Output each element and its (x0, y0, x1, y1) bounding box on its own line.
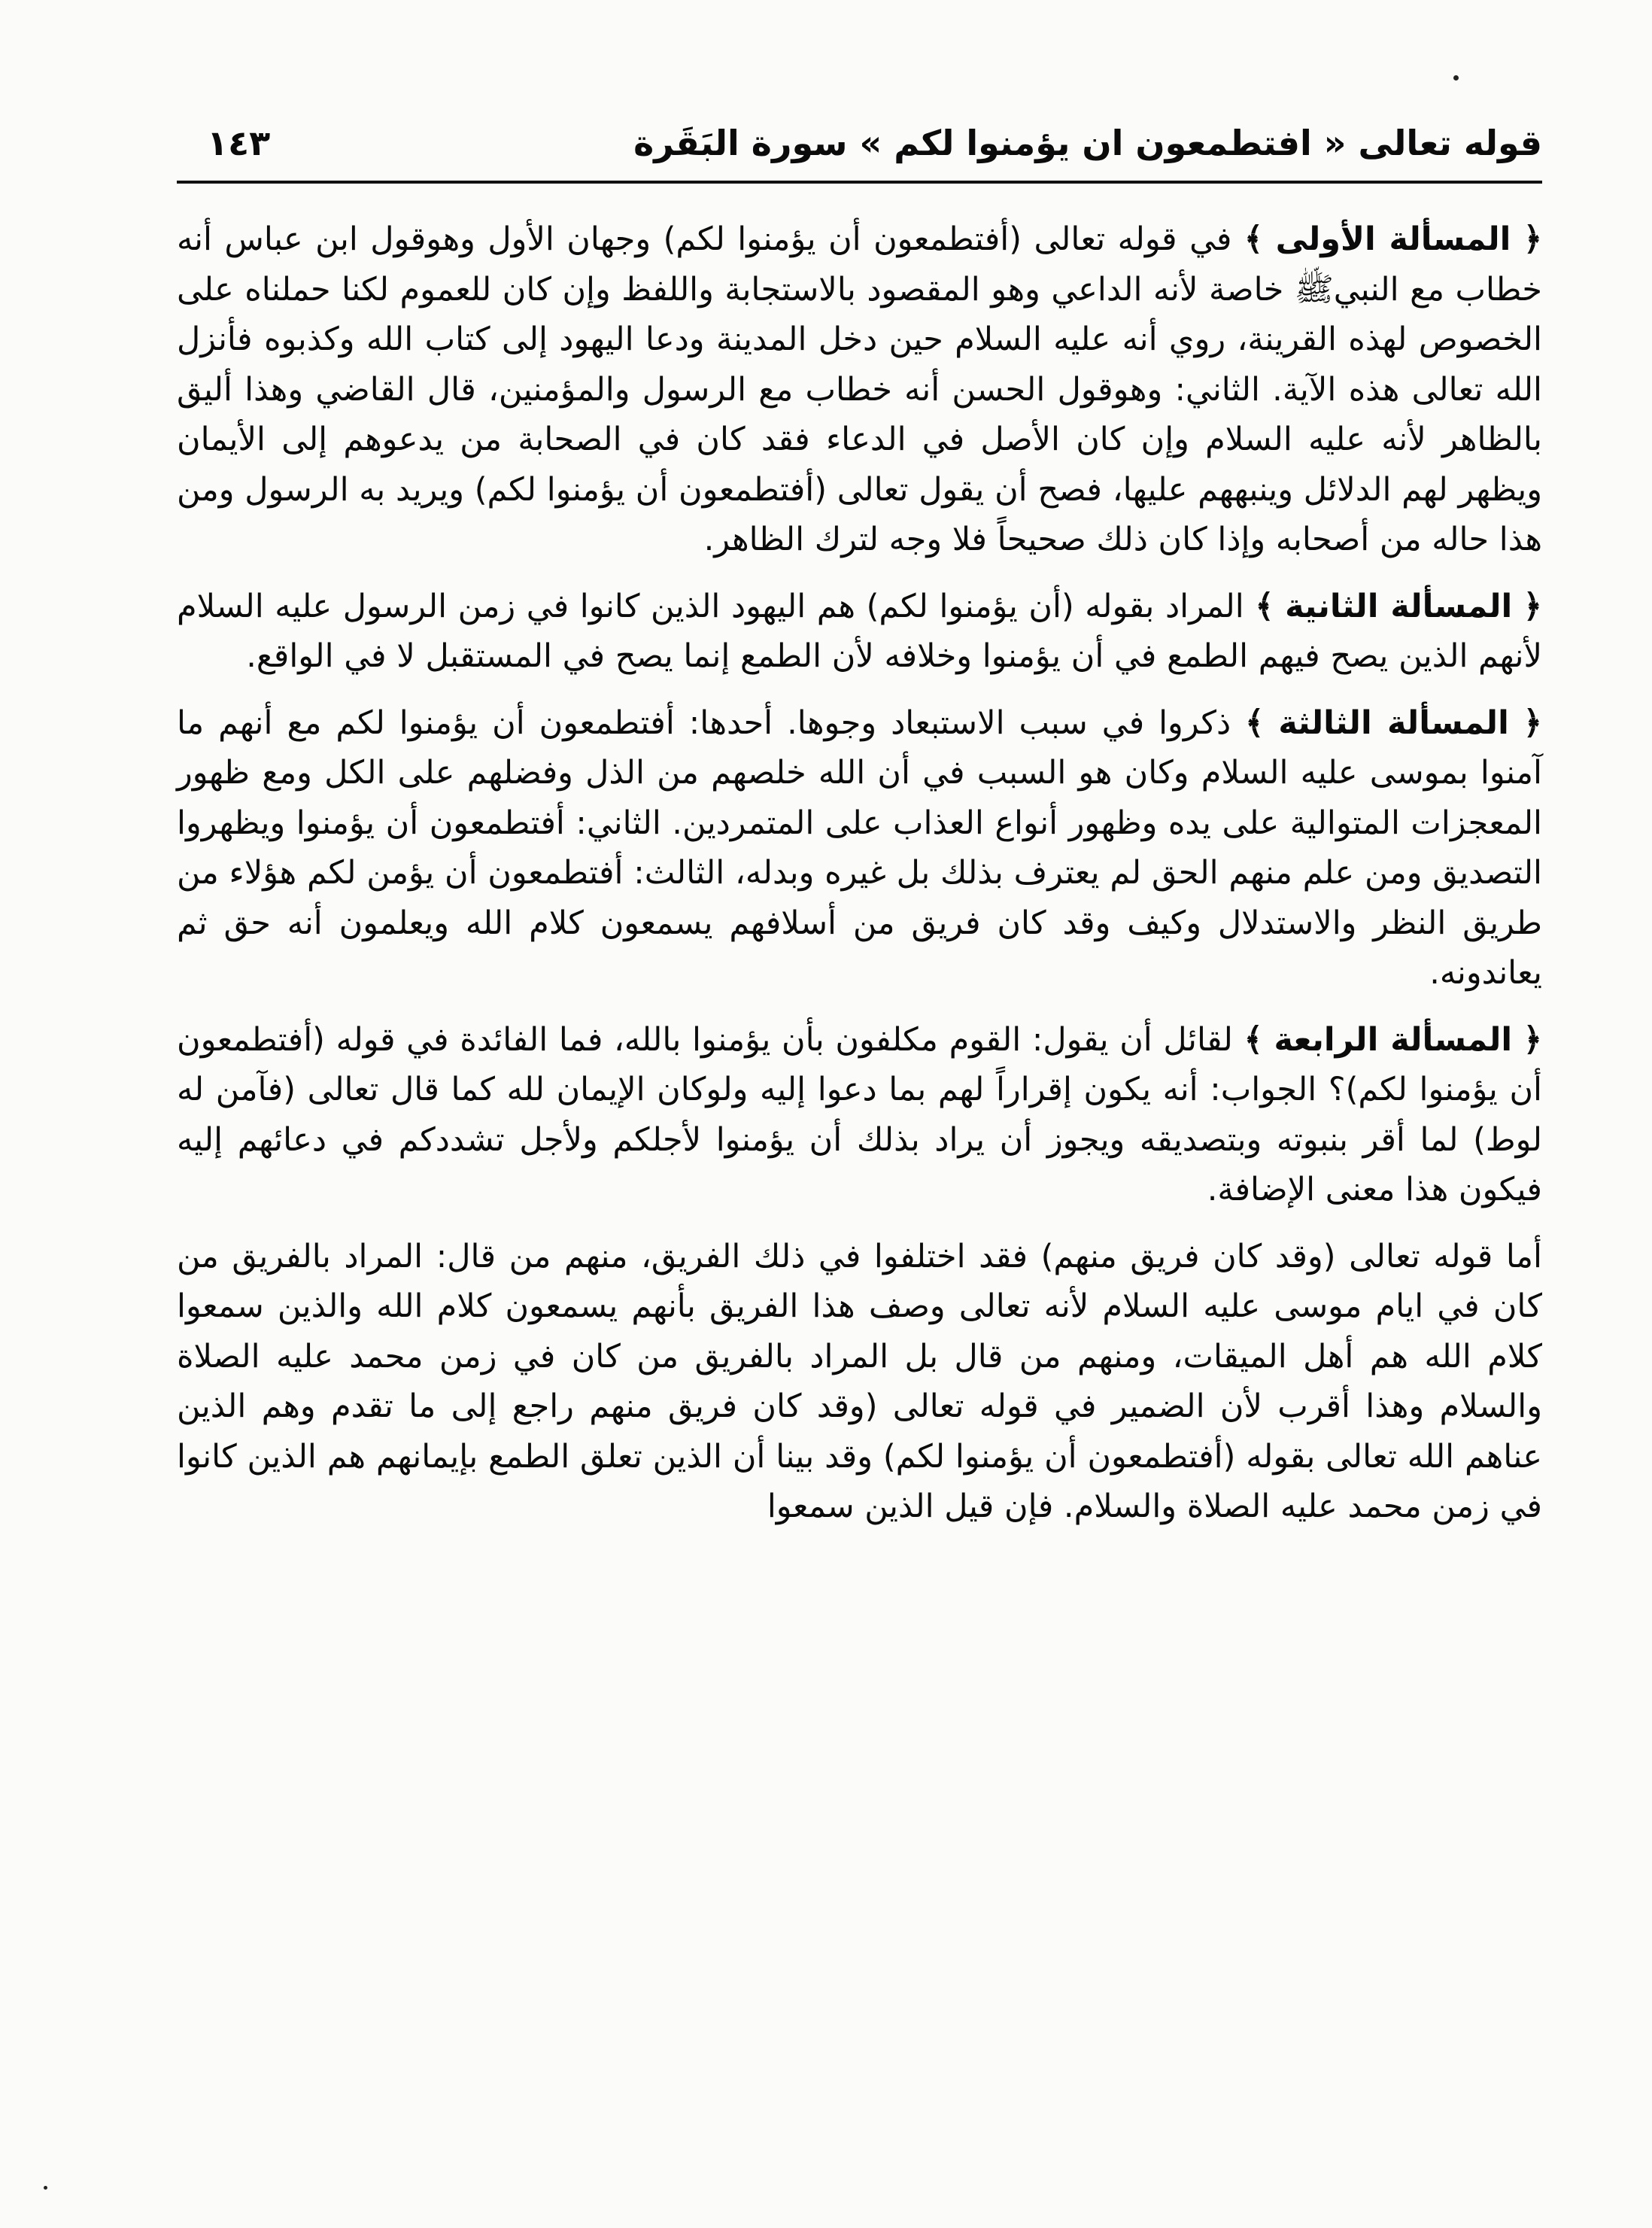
ornament-close: ﴾ (1255, 587, 1274, 625)
paragraph-text: لقائل أن يقول: القوم مكلفون بأن يؤمنوا بالله، فما الفائدة في قوله (أفتطمعون أن يؤمنوا لكم)؟ الجواب: أنه يكون إقراراً لهم بما دعوا إليه ولوكان الإيمان لله كما قال تعالى (فآمن له لوط) لما أقر بنبوته وبتصديقه ويجوز أن يراد بذلك أن يؤمنوا لأجلكم ولأجل تشددكم في دعائهم إليه فيكون هذا معنى الإضافة. (177, 1020, 1542, 1208)
page-number: ١٤٣ (207, 123, 271, 163)
section-heading: المسألة الأولى (1275, 220, 1511, 258)
ornament-close: ﴾ (1244, 220, 1264, 258)
ornament-open: ﴿ (1523, 704, 1542, 742)
running-title: قوله تعالى « افتطمعون ان يؤمنوا لكم » سورة البَقَرة (633, 123, 1542, 163)
scan-speck (44, 2186, 47, 2190)
ornament-open: ﴿ (1523, 1020, 1542, 1059)
scan-speck (1453, 75, 1459, 81)
section-heading: المسألة الثانية (1285, 587, 1513, 625)
paragraph-text: المراد بقوله (أن يؤمنوا لكم) هم اليهود الذين كانوا في زمن الرسول عليه السلام لأنهم الذين يصح فيهم الطمع في أن يؤمنوا وخلافه لأن الطمع إنما يصح في المستقبل لا في الواقع. (177, 587, 1542, 675)
body-text (177, 214, 1542, 1532)
ornament-open: ﴿ (1523, 220, 1543, 258)
paragraph-text: ذكروا في سبب الاستبعاد وجوها. أحدها: أفتطمعون أن يؤمنوا لكم مع أنهم ما آمنوا بموسى عليه السلام وكان هو السبب في أن الله خلصهم من الذل وفضلهم على الكل ومع ظهور المعجزات المتوالية على يده وظهور أنواع العذاب على المتمردين. الثاني: أفتطمعون أن يؤمنوا ويظهروا التصديق ومن علم منهم الحق لم يعترف بذلك بل غيره وبدله، الثالث: أفتطمعون أن يؤمن لكم هؤلاء من طريق النظر والاستدلال وكيف وقد كان فريق من أسلافهم يسمعون كلام الله ويعلمون أنه حق ثم يعاندونه. (177, 704, 1542, 992)
ornament-close: ﴾ (1245, 704, 1265, 742)
paragraph-5 (177, 1232, 1542, 1532)
paragraph-4 (177, 1015, 1542, 1215)
paragraph-text: أما قوله تعالى (وقد كان فريق منهم) فقد اختلفوا في ذلك الفريق، منهم من قال: المراد بالفريق من كان في ايام موسى عليه السلام لأنه تعالى وصف هذا الفريق بأنهم يسمعون كلام الله والذين سمعوا كلام الله هم أهل الميقات، ومنهم من قال بل المراد بالفريق من كان في زمن محمد عليه الصلاة والسلام وهذا أقرب لأن الضمير في قوله تعالى (وقد كان فريق منهم راجع إلى ما تقدم وهم الذين عناهم الله تعالى بقوله (أفتطمعون أن يؤمنوا لكم) وقد بينا أن الذين تعلق الطمع بإيمانهم هم الذين كانوا في زمن محمد عليه الصلاة والسلام. فإن قيل الذين سمعوا (177, 1237, 1542, 1525)
ornament-open: ﴿ (1523, 587, 1542, 625)
paragraph-text: في قوله تعالى (أفتطمعون أن يؤمنوا لكم) وجهان الأول وهوقول ابن عباس أنه خطاب مع النبيﷺ خاصة لأنه الداعي وهو المقصود بالاستجابة واللفظ وإن كان للعموم لكنا حملناه على الخصوص لهذه القرينة، روي أنه عليه السلام حين دخل المدينة ودعا اليهود إلى كتاب الله وكذبوه فأنزل الله تعالى هذه الآية. الثاني: وهوقول الحسن أنه خطاب مع الرسول والمؤمنين، قال القاضي وهذا أليق بالظاهر لأنه عليه السلام وإن كان الأصل في الدعاء فقد كان في الصحابة من يدعوهم إلى الأيمان ويظهر لهم الدلائل وينبههم عليها، فصح أن يقول تعالى (أفتطمعون أن يؤمنوا لكم) ويريد به الرسول ومن هذا حاله من أصحابه وإذا كان ذلك صحيحاً فلا وجه لترك الظاهر. (177, 220, 1542, 558)
paragraph-1 (177, 214, 1542, 565)
running-header (177, 113, 1542, 184)
paragraph-2 (177, 582, 1542, 682)
section-heading: المسألة الثالثة (1278, 704, 1509, 742)
header-rule (177, 181, 1542, 184)
paragraph-3 (177, 698, 1542, 998)
section-heading: المسألة الرابعة (1274, 1020, 1513, 1059)
ornament-close: ﴾ (1244, 1020, 1263, 1059)
